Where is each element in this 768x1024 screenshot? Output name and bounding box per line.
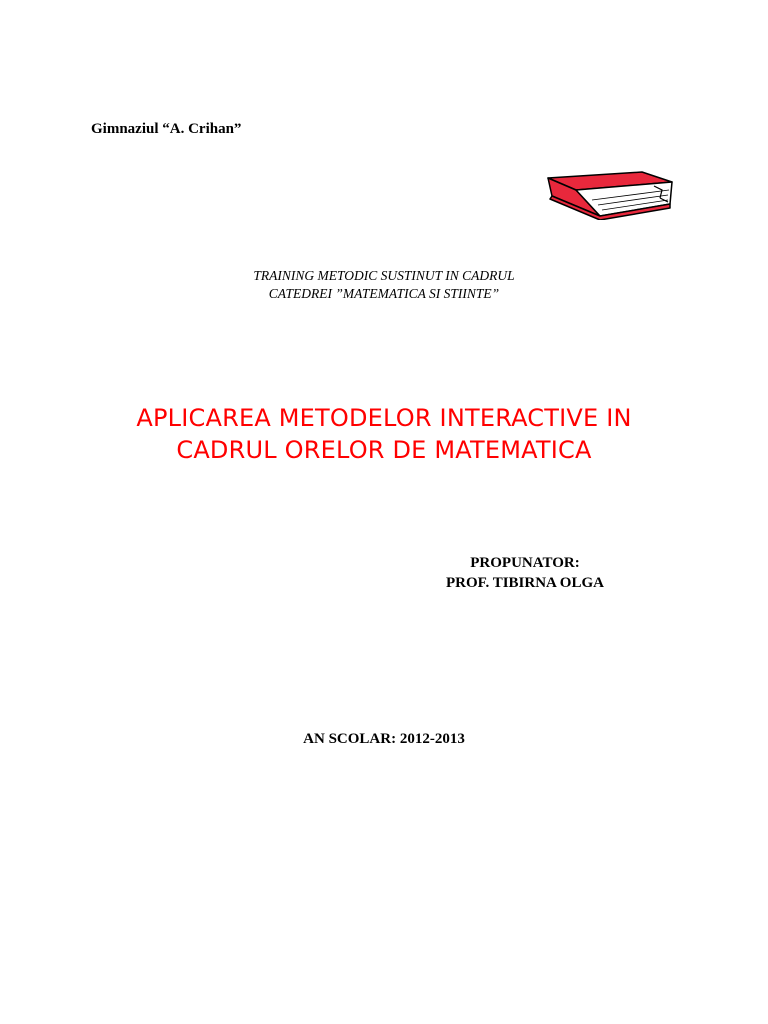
title-line-2: CADRUL ORELOR DE MATEMATICA — [176, 436, 592, 464]
title-line-1: APLICAREA METODELOR INTERACTIVE IN — [136, 404, 632, 432]
document-title — [40, 402, 728, 466]
author-name: PROF. TIBIRNA OLGA — [446, 575, 604, 591]
training-line-1: TRAINING METODIC SUSTINUT IN CADRUL — [253, 268, 515, 283]
school-name: Gimnaziul “A. Crihan” — [91, 121, 242, 137]
book-icon — [542, 170, 674, 220]
author-label: PROPUNATOR: — [470, 555, 580, 571]
training-subtitle — [84, 267, 684, 303]
school-year: AN SCOLAR: 2012-2013 — [303, 731, 465, 747]
training-line-2: CATEDREI ”MATEMATICA SI STIINTE” — [268, 286, 500, 301]
author-block — [380, 553, 670, 593]
